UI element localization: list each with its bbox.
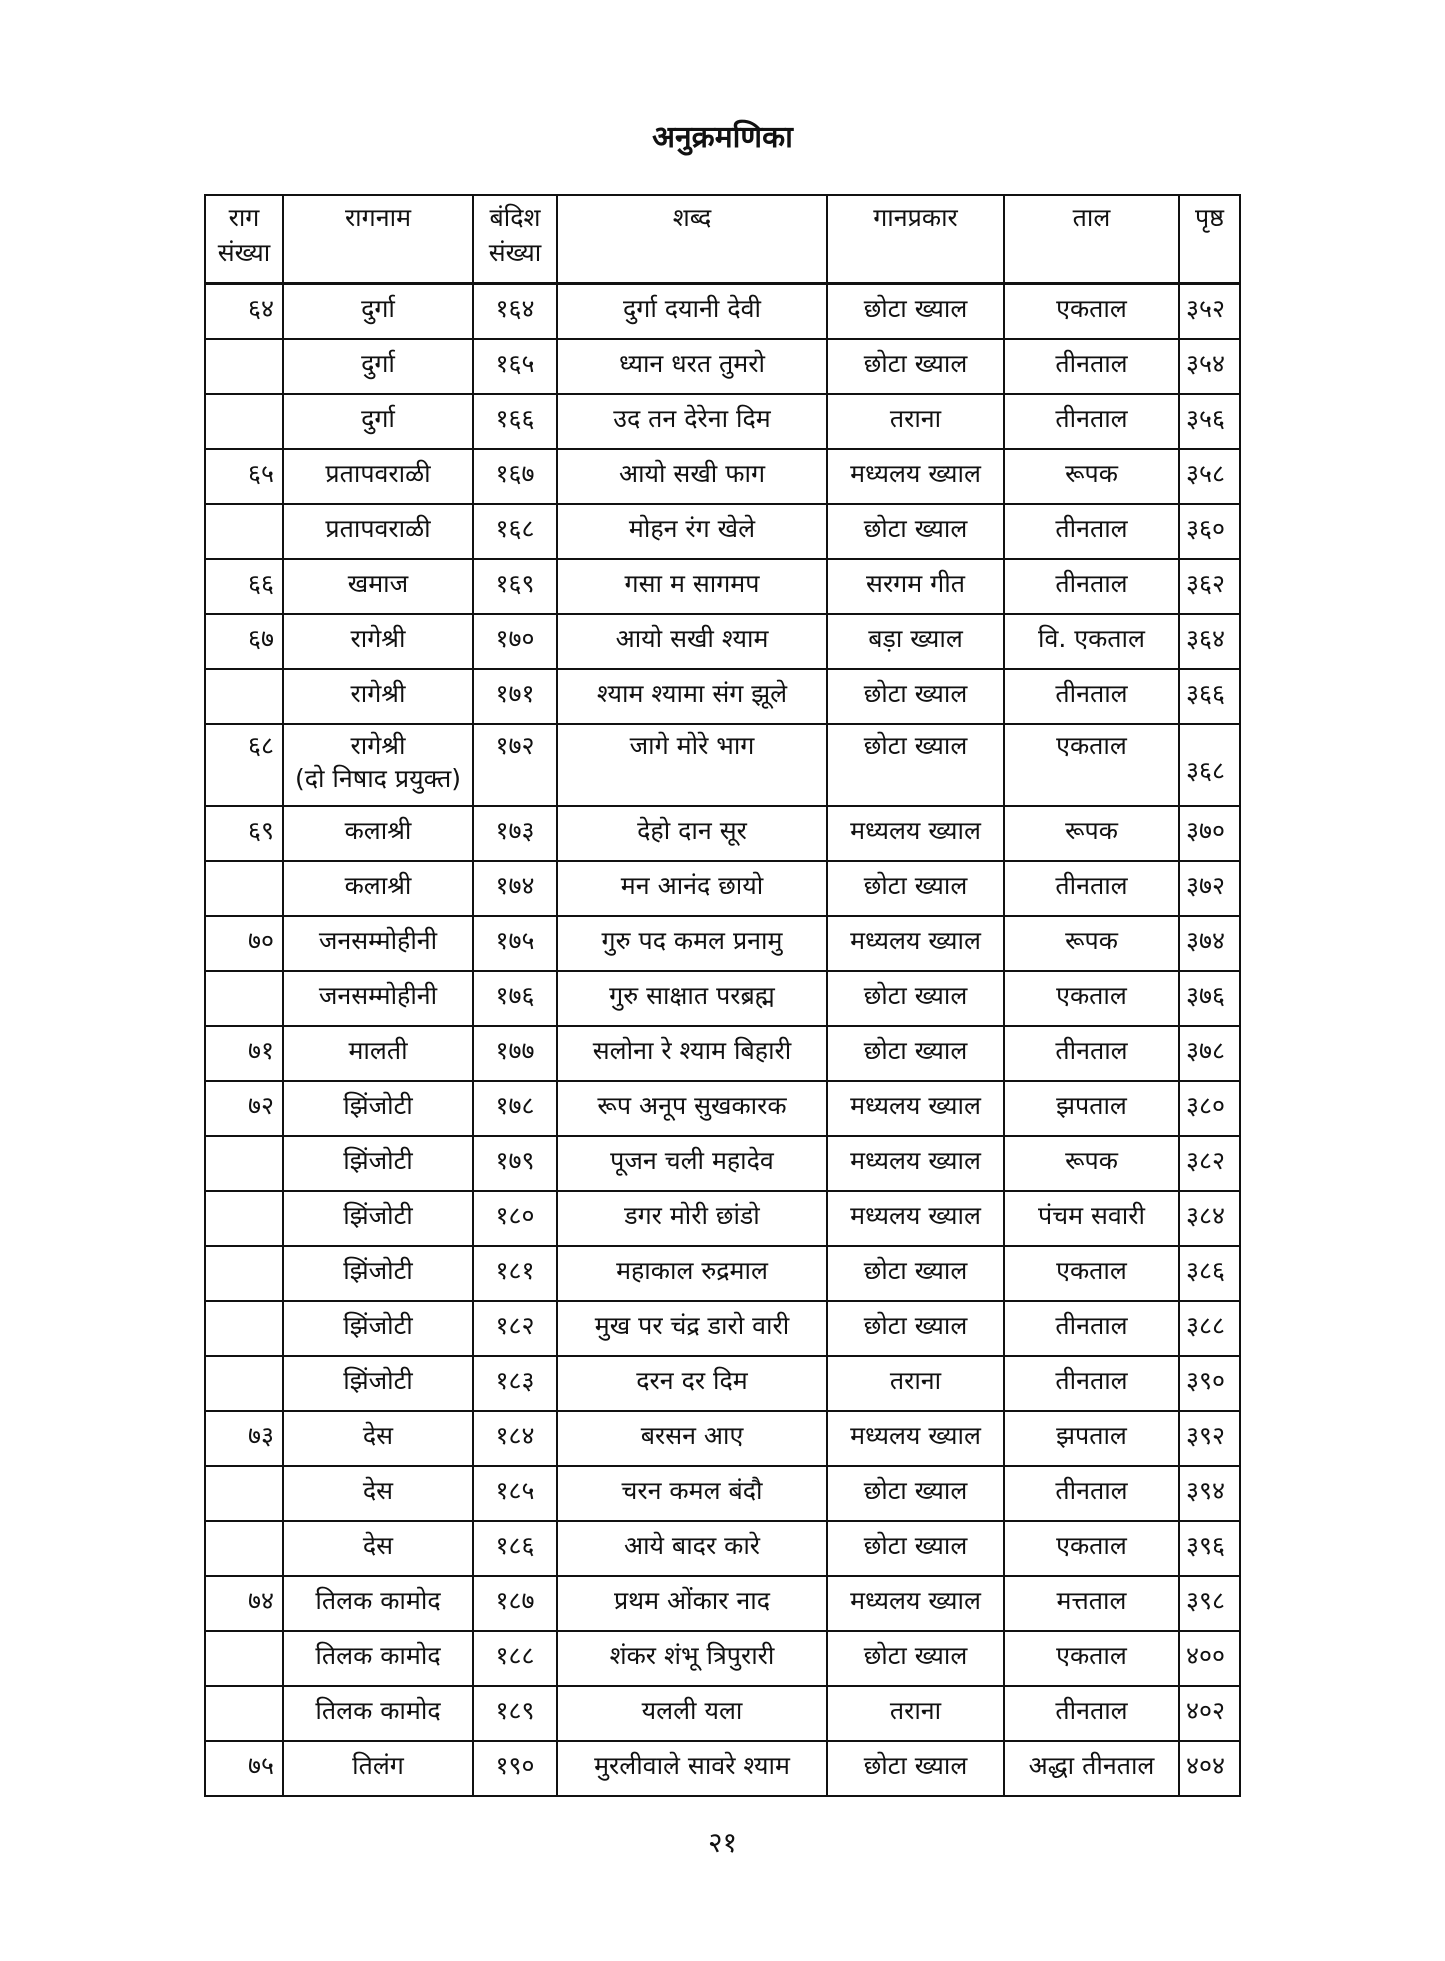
table-row (205, 1356, 1240, 1411)
cell-shabd: सलोना रे श्याम बिहारी (557, 1026, 827, 1081)
cell-raag-sankhya (205, 971, 283, 1026)
cell-taal: तीनताल (1004, 1301, 1179, 1356)
cell-bandish-sankhya: १८२ (473, 1301, 557, 1356)
cell-shabd: प्रथम ओंकार नाद (557, 1576, 827, 1631)
cell-raag-sankhya (205, 339, 283, 394)
cell-gaanprakar: तराना (827, 394, 1004, 449)
cell-bandish-sankhya: १६४ (473, 284, 557, 340)
cell-raagnaam: मालती (283, 1026, 473, 1081)
index-table (204, 194, 1241, 1797)
cell-raagnaam: तिलंग (283, 1741, 473, 1796)
cell-raag-sankhya (205, 1356, 283, 1411)
cell-prushth: ३५२ (1179, 284, 1240, 340)
cell-taal: एकताल (1004, 724, 1179, 806)
cell-gaanprakar: छोटा ख्याल (827, 1026, 1004, 1081)
cell-prushth: ३७६ (1179, 971, 1240, 1026)
cell-raagnaam: कलाश्री (283, 806, 473, 861)
cell-prushth: ३८८ (1179, 1301, 1240, 1356)
cell-raag-sankhya (205, 1301, 283, 1356)
header-raagnaam: रागनाम (283, 195, 473, 284)
cell-shabd: देहो दान सूर (557, 806, 827, 861)
cell-prushth: ४०२ (1179, 1686, 1240, 1741)
header-bandish-sankhya: बंदिश संख्या (473, 195, 557, 284)
cell-raag-sankhya (205, 1631, 283, 1686)
cell-raag-sankhya (205, 1136, 283, 1191)
cell-raag-sankhya: ७० (205, 916, 283, 971)
cell-prushth: ३९० (1179, 1356, 1240, 1411)
cell-gaanprakar: तराना (827, 1686, 1004, 1741)
table-row (205, 806, 1240, 861)
table-row (205, 339, 1240, 394)
cell-gaanprakar: छोटा ख्याल (827, 724, 1004, 806)
cell-taal: पंचम सवारी (1004, 1191, 1179, 1246)
cell-prushth: ३६२ (1179, 559, 1240, 614)
cell-prushth: ३८२ (1179, 1136, 1240, 1191)
cell-gaanprakar: मध्यलय ख्याल (827, 449, 1004, 504)
cell-taal: तीनताल (1004, 1466, 1179, 1521)
cell-gaanprakar: छोटा ख्याल (827, 339, 1004, 394)
cell-raag-sankhya: ६७ (205, 614, 283, 669)
cell-bandish-sankhya: १७५ (473, 916, 557, 971)
cell-raag-sankhya (205, 1246, 283, 1301)
cell-prushth: ३५६ (1179, 394, 1240, 449)
table-row (205, 971, 1240, 1026)
cell-shabd: ध्यान धरत तुमरो (557, 339, 827, 394)
cell-bandish-sankhya: १८४ (473, 1411, 557, 1466)
cell-raag-sankhya: ७३ (205, 1411, 283, 1466)
cell-gaanprakar: छोटा ख्याल (827, 1631, 1004, 1686)
cell-taal: तीनताल (1004, 559, 1179, 614)
cell-taal: एकताल (1004, 1631, 1179, 1686)
cell-raagnaam: प्रतापवराळी (283, 449, 473, 504)
cell-shabd: दरन दर दिम (557, 1356, 827, 1411)
table-row (205, 614, 1240, 669)
cell-prushth: ४०४ (1179, 1741, 1240, 1796)
cell-shabd: आये बादर कारे (557, 1521, 827, 1576)
cell-raag-sankhya (205, 504, 283, 559)
cell-raagnaam: तिलक कामोद (283, 1576, 473, 1631)
header-row (205, 195, 1240, 284)
cell-taal: तीनताल (1004, 394, 1179, 449)
table-row (205, 669, 1240, 724)
cell-taal: वि. एकताल (1004, 614, 1179, 669)
cell-prushth: ३६८ (1179, 724, 1240, 806)
cell-prushth: ३७० (1179, 806, 1240, 861)
cell-raagnaam: कलाश्री (283, 861, 473, 916)
cell-gaanprakar: छोटा ख्याल (827, 504, 1004, 559)
page-title: अनुक्रमणिका (652, 120, 793, 155)
cell-taal: तीनताल (1004, 339, 1179, 394)
cell-raag-sankhya (205, 669, 283, 724)
cell-taal: तीनताल (1004, 669, 1179, 724)
cell-taal: तीनताल (1004, 1686, 1179, 1741)
cell-prushth: ३५८ (1179, 449, 1240, 504)
cell-raagnaam: देस (283, 1521, 473, 1576)
cell-prushth: ३८६ (1179, 1246, 1240, 1301)
cell-shabd: आयो सखी फाग (557, 449, 827, 504)
cell-taal: अद्धा तीनताल (1004, 1741, 1179, 1796)
table-row (205, 1631, 1240, 1686)
table-row (205, 724, 1240, 806)
cell-prushth: ३६४ (1179, 614, 1240, 669)
cell-taal: झपताल (1004, 1411, 1179, 1466)
cell-raag-sankhya (205, 394, 283, 449)
cell-prushth: ३९६ (1179, 1521, 1240, 1576)
cell-raagnaam: झिंजोटी (283, 1191, 473, 1246)
cell-shabd: बरसन आए (557, 1411, 827, 1466)
cell-shabd: महाकाल रुद्रमाल (557, 1246, 827, 1301)
header-raag-sankhya: राग संख्या (205, 195, 283, 284)
cell-raagnaam: झिंजोटी (283, 1301, 473, 1356)
cell-raag-sankhya: ७२ (205, 1081, 283, 1136)
cell-raag-sankhya (205, 1686, 283, 1741)
cell-bandish-sankhya: १६८ (473, 504, 557, 559)
cell-shabd: रूप अनूप सुखकारक (557, 1081, 827, 1136)
cell-bandish-sankhya: १७७ (473, 1026, 557, 1081)
cell-prushth: ३७४ (1179, 916, 1240, 971)
table-row (205, 1081, 1240, 1136)
table-row (205, 1246, 1240, 1301)
cell-gaanprakar: छोटा ख्याल (827, 971, 1004, 1026)
cell-prushth: ३९२ (1179, 1411, 1240, 1466)
cell-bandish-sankhya: १८० (473, 1191, 557, 1246)
table-row (205, 1686, 1240, 1741)
cell-raagnaam: प्रतापवराळी (283, 504, 473, 559)
cell-raagnaam: जनसम्मोहीनी (283, 916, 473, 971)
cell-raag-sankhya: ६८ (205, 724, 283, 806)
cell-bandish-sankhya: १७४ (473, 861, 557, 916)
cell-gaanprakar: छोटा ख्याल (827, 1521, 1004, 1576)
cell-shabd: यलली यला (557, 1686, 827, 1741)
cell-shabd: जागे मोरे भाग (557, 724, 827, 806)
cell-bandish-sankhya: १७२ (473, 724, 557, 806)
cell-gaanprakar: छोटा ख्याल (827, 1246, 1004, 1301)
cell-bandish-sankhya: १६५ (473, 339, 557, 394)
cell-raag-sankhya: ६५ (205, 449, 283, 504)
raag-name: रागेश्री (350, 731, 406, 760)
cell-taal: तीनताल (1004, 861, 1179, 916)
cell-raagnaam: दुर्गा (283, 394, 473, 449)
table-row (205, 394, 1240, 449)
cell-prushth: ३५४ (1179, 339, 1240, 394)
cell-raagnaam: तिलक कामोद (283, 1631, 473, 1686)
index-body (205, 284, 1240, 1797)
cell-prushth: ३७२ (1179, 861, 1240, 916)
cell-prushth: ३७८ (1179, 1026, 1240, 1081)
cell-raagnaam: रागेश्री (283, 669, 473, 724)
page-number: २१ (707, 1826, 738, 1859)
cell-raag-sankhya (205, 1191, 283, 1246)
cell-shabd: श्याम श्यामा संग झूले (557, 669, 827, 724)
cell-bandish-sankhya: १७९ (473, 1136, 557, 1191)
cell-gaanprakar: तराना (827, 1356, 1004, 1411)
cell-raagnaam: तिलक कामोद (283, 1686, 473, 1741)
cell-bandish-sankhya: १८९ (473, 1686, 557, 1741)
cell-raag-sankhya: ७१ (205, 1026, 283, 1081)
cell-shabd: उद तन देरेना दिम (557, 394, 827, 449)
table-row (205, 1191, 1240, 1246)
cell-shabd: चरन कमल बंदौ (557, 1466, 827, 1521)
cell-raagnaam: झिंजोटी (283, 1246, 473, 1301)
header-taal: ताल (1004, 195, 1179, 284)
table-row (205, 916, 1240, 971)
cell-shabd: गुरु साक्षात परब्रह्म (557, 971, 827, 1026)
cell-raagnaam: दुर्गा (283, 339, 473, 394)
cell-prushth: ३९४ (1179, 1466, 1240, 1521)
cell-raag-sankhya: ६६ (205, 559, 283, 614)
table-row (205, 559, 1240, 614)
cell-taal: रूपक (1004, 1136, 1179, 1191)
cell-prushth: ३९८ (1179, 1576, 1240, 1631)
header-prushth: पृष्ठ (1179, 195, 1240, 284)
cell-gaanprakar: मध्यलय ख्याल (827, 1191, 1004, 1246)
cell-shabd: शंकर शंभू त्रिपुरारी (557, 1631, 827, 1686)
table-row (205, 1136, 1240, 1191)
cell-shabd: मोहन रंग खेले (557, 504, 827, 559)
cell-shabd: गसा म सागमप (557, 559, 827, 614)
cell-raag-sankhya: ७४ (205, 1576, 283, 1631)
cell-bandish-sankhya: १८७ (473, 1576, 557, 1631)
table-row (205, 1026, 1240, 1081)
cell-shabd: आयो सखी श्याम (557, 614, 827, 669)
cell-bandish-sankhya: १६९ (473, 559, 557, 614)
cell-taal: रूपक (1004, 916, 1179, 971)
cell-raagnaam: रागेश्री (283, 614, 473, 669)
cell-prushth: ३८० (1179, 1081, 1240, 1136)
table-row (205, 449, 1240, 504)
cell-bandish-sankhya: १७६ (473, 971, 557, 1026)
cell-gaanprakar: मध्यलय ख्याल (827, 916, 1004, 971)
table-row (205, 1741, 1240, 1796)
cell-raagnaam: खमाज (283, 559, 473, 614)
cell-shabd: पूजन चली महादेव (557, 1136, 827, 1191)
cell-shabd: दुर्गा दयानी देवी (557, 284, 827, 340)
cell-raag-sankhya: ७५ (205, 1741, 283, 1796)
cell-gaanprakar: छोटा ख्याल (827, 861, 1004, 916)
cell-bandish-sankhya: १६६ (473, 394, 557, 449)
raag-note: (दो निषाद प्रयुक्त) (294, 764, 462, 793)
cell-bandish-sankhya: १७३ (473, 806, 557, 861)
cell-raagnaam: झिंजोटी (283, 1356, 473, 1411)
table-row (205, 861, 1240, 916)
cell-prushth: ४०० (1179, 1631, 1240, 1686)
cell-taal: एकताल (1004, 1521, 1179, 1576)
cell-taal: तीनताल (1004, 504, 1179, 559)
cell-gaanprakar: छोटा ख्याल (827, 669, 1004, 724)
cell-shabd: मुख पर चंद्र डारो वारी (557, 1301, 827, 1356)
cell-taal: एकताल (1004, 284, 1179, 340)
cell-bandish-sankhya: १६७ (473, 449, 557, 504)
table-row (205, 504, 1240, 559)
table-row (205, 1466, 1240, 1521)
cell-gaanprakar: छोटा ख्याल (827, 1301, 1004, 1356)
cell-raagnaam: जनसम्मोहीनी (283, 971, 473, 1026)
cell-raag-sankhya: ६९ (205, 806, 283, 861)
cell-raagnaam: झिंजोटी (283, 1081, 473, 1136)
cell-gaanprakar: मध्यलय ख्याल (827, 1576, 1004, 1631)
table-row (205, 1576, 1240, 1631)
cell-taal: तीनताल (1004, 1356, 1179, 1411)
cell-gaanprakar: बड़ा ख्याल (827, 614, 1004, 669)
cell-raagnaam (283, 724, 473, 806)
cell-taal: झपताल (1004, 1081, 1179, 1136)
cell-shabd: मुरलीवाले सावरे श्याम (557, 1741, 827, 1796)
cell-shabd: गुरु पद कमल प्रनामु (557, 916, 827, 971)
cell-shabd: डगर मोरी छांडो (557, 1191, 827, 1246)
cell-bandish-sankhya: १७८ (473, 1081, 557, 1136)
cell-raagnaam: देस (283, 1466, 473, 1521)
cell-raag-sankhya (205, 1466, 283, 1521)
cell-raagnaam: झिंजोटी (283, 1136, 473, 1191)
header-shabd: शब्द (557, 195, 827, 284)
cell-taal: रूपक (1004, 806, 1179, 861)
cell-bandish-sankhya: १८८ (473, 1631, 557, 1686)
cell-raag-sankhya (205, 861, 283, 916)
cell-gaanprakar: छोटा ख्याल (827, 1466, 1004, 1521)
cell-bandish-sankhya: १८१ (473, 1246, 557, 1301)
cell-taal: मत्तताल (1004, 1576, 1179, 1631)
cell-taal: तीनताल (1004, 1026, 1179, 1081)
cell-raagnaam: देस (283, 1411, 473, 1466)
cell-bandish-sankhya: १७१ (473, 669, 557, 724)
cell-raag-sankhya: ६४ (205, 284, 283, 340)
cell-gaanprakar: सरगम गीत (827, 559, 1004, 614)
cell-gaanprakar: छोटा ख्याल (827, 1741, 1004, 1796)
table-row (205, 1301, 1240, 1356)
table-row (205, 1521, 1240, 1576)
cell-gaanprakar: मध्यलय ख्याल (827, 806, 1004, 861)
cell-prushth: ३६० (1179, 504, 1240, 559)
cell-shabd: मन आनंद छायो (557, 861, 827, 916)
cell-prushth: ३८४ (1179, 1191, 1240, 1246)
cell-prushth: ३६६ (1179, 669, 1240, 724)
cell-raagnaam: दुर्गा (283, 284, 473, 340)
cell-bandish-sankhya: १९० (473, 1741, 557, 1796)
cell-taal: रूपक (1004, 449, 1179, 504)
cell-gaanprakar: मध्यलय ख्याल (827, 1081, 1004, 1136)
cell-taal: एकताल (1004, 971, 1179, 1026)
cell-bandish-sankhya: १८५ (473, 1466, 557, 1521)
cell-gaanprakar: मध्यलय ख्याल (827, 1411, 1004, 1466)
cell-gaanprakar: छोटा ख्याल (827, 284, 1004, 340)
cell-bandish-sankhya: १७० (473, 614, 557, 669)
cell-bandish-sankhya: १८६ (473, 1521, 557, 1576)
cell-raag-sankhya (205, 1521, 283, 1576)
table-row (205, 1411, 1240, 1466)
cell-taal: एकताल (1004, 1246, 1179, 1301)
header-gaanprakar: गानप्रकार (827, 195, 1004, 284)
cell-gaanprakar: मध्यलय ख्याल (827, 1136, 1004, 1191)
table-row (205, 284, 1240, 340)
cell-bandish-sankhya: १८३ (473, 1356, 557, 1411)
